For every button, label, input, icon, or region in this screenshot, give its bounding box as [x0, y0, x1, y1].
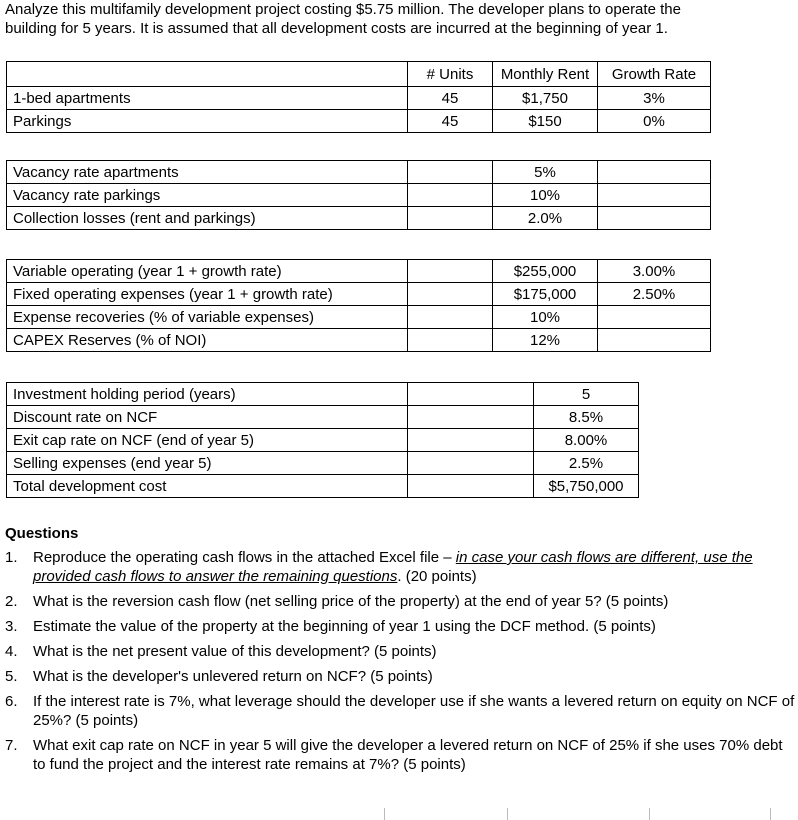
table-cell	[408, 383, 534, 406]
units-rent-table	[6, 61, 711, 133]
table-cell: $175,000	[493, 283, 598, 306]
question-text-part: . (20 points)	[397, 568, 477, 585]
table-cell	[598, 184, 711, 207]
vacancy-table	[6, 160, 711, 230]
question-emphasis: in case your cash flows are different, use the provided cash flows to answer the remaining questions	[33, 549, 753, 585]
question-number: 3.	[5, 618, 18, 635]
table-cell	[598, 329, 711, 352]
row-label: Investment holding period (years)	[7, 383, 408, 406]
table-cell	[408, 161, 493, 184]
question-number: 7.	[5, 737, 18, 754]
table-cell	[408, 207, 493, 230]
row-label: Collection losses (rent and parkings)	[7, 207, 408, 230]
question-number: 2.	[5, 593, 18, 610]
table-cell: 2.0%	[493, 207, 598, 230]
table-row	[7, 306, 711, 329]
row-label: Discount rate on NCF	[7, 406, 408, 429]
table-cell	[408, 475, 534, 498]
question-item	[5, 642, 795, 661]
table-cell	[598, 207, 711, 230]
row-label: Fixed operating expenses (year 1 + growth rate)	[7, 283, 408, 306]
divider	[507, 808, 508, 820]
question-item	[5, 592, 795, 611]
row-label: Exit cap rate on NCF (end of year 5)	[7, 429, 408, 452]
table-row	[7, 184, 711, 207]
table-row	[7, 87, 711, 110]
investment-assumptions-table	[6, 382, 639, 498]
question-text: What is the reversion cash flow (net selling price of the property) at the end of year 5? (5 points)	[33, 593, 669, 610]
table-cell: 10%	[493, 184, 598, 207]
table-row	[7, 475, 639, 498]
row-label: Vacancy rate parkings	[7, 184, 408, 207]
table-header-row	[7, 62, 711, 87]
table-cell	[408, 329, 493, 352]
table-cell: 10%	[493, 306, 598, 329]
table-cell: 3.00%	[598, 260, 711, 283]
table-row	[7, 207, 711, 230]
intro-line-1: Analyze this multifamily development project costing $5.75 million. The developer plans to operate the	[5, 1, 681, 18]
row-label: Total development cost	[7, 475, 408, 498]
table-cell	[408, 283, 493, 306]
table-row	[7, 406, 639, 429]
growth-rate-header: Growth Rate	[598, 62, 711, 87]
table-cell	[408, 429, 534, 452]
question-text: If the interest rate is 7%, what leverage should the developer use if she wants a levered return on equity on NCF of 25%? (5 points)	[33, 693, 795, 729]
divider	[649, 808, 650, 820]
operating-expenses-table	[6, 259, 711, 352]
row-label: Selling expenses (end year 5)	[7, 452, 408, 475]
question-number: 4.	[5, 643, 18, 660]
row-label: 1-bed apartments	[7, 87, 408, 110]
table-row	[7, 161, 711, 184]
table-cell: 12%	[493, 329, 598, 352]
question-text: What exit cap rate on NCF in year 5 will give the developer a levered return on NCF of 25% if she uses 70% debt to fund the project and the interest rate remains at 7%? (5 points)	[33, 737, 783, 773]
question-text-part: Reproduce the operating cash flows in the attached Excel file –	[33, 549, 456, 566]
monthly-rent-header: Monthly Rent	[493, 62, 598, 87]
table-cell: $1,750	[493, 87, 598, 110]
table-row	[7, 110, 711, 133]
units-header: # Units	[408, 62, 493, 87]
table-cell: $5,750,000	[534, 475, 639, 498]
table-cell: 2.5%	[534, 452, 639, 475]
question-item	[5, 692, 795, 730]
table-cell: $150	[493, 110, 598, 133]
question-number: 6.	[5, 693, 18, 710]
row-label: Variable operating (year 1 + growth rate)	[7, 260, 408, 283]
table-row	[7, 260, 711, 283]
table-cell	[7, 62, 408, 87]
question-text: Estimate the value of the property at the beginning of year 1 using the DCF method. (5 points)	[33, 618, 656, 635]
row-label: Parkings	[7, 110, 408, 133]
table-cell: 3%	[598, 87, 711, 110]
table-cell	[408, 306, 493, 329]
table-cell: 2.50%	[598, 283, 711, 306]
questions-title: Questions	[5, 525, 79, 542]
table-row	[7, 283, 711, 306]
table-row	[7, 452, 639, 475]
table-cell	[598, 306, 711, 329]
table-cell: 8.00%	[534, 429, 639, 452]
question-item	[5, 548, 795, 586]
questions-section	[5, 525, 795, 780]
question-item	[5, 667, 795, 686]
table-cell	[408, 260, 493, 283]
intro-line-2: building for 5 years. It is assumed that all development costs are incurred at the beginning of year 1.	[5, 20, 668, 37]
table-cell	[598, 161, 711, 184]
question-item	[5, 736, 795, 774]
question-text: What is the net present value of this development? (5 points)	[33, 643, 437, 660]
row-label: Vacancy rate apartments	[7, 161, 408, 184]
table-cell	[408, 452, 534, 475]
table-row	[7, 329, 711, 352]
table-cell	[408, 184, 493, 207]
table-row	[7, 429, 639, 452]
table-cell: 0%	[598, 110, 711, 133]
table-cell: 8.5%	[534, 406, 639, 429]
table-cell: 5	[534, 383, 639, 406]
divider	[384, 808, 385, 820]
table-cell: $255,000	[493, 260, 598, 283]
question-text	[33, 548, 795, 586]
intro-paragraph	[5, 0, 785, 38]
table-cell: 45	[408, 110, 493, 133]
question-number: 1.	[5, 549, 18, 566]
question-number: 5.	[5, 668, 18, 685]
row-label: CAPEX Reserves (% of NOI)	[7, 329, 408, 352]
table-cell	[408, 406, 534, 429]
question-text: What is the developer's unlevered return on NCF? (5 points)	[33, 668, 433, 685]
table-cell: 5%	[493, 161, 598, 184]
divider	[770, 808, 771, 820]
table-row	[7, 383, 639, 406]
question-item	[5, 617, 795, 636]
row-label: Expense recoveries (% of variable expenses)	[7, 306, 408, 329]
table-cell: 45	[408, 87, 493, 110]
